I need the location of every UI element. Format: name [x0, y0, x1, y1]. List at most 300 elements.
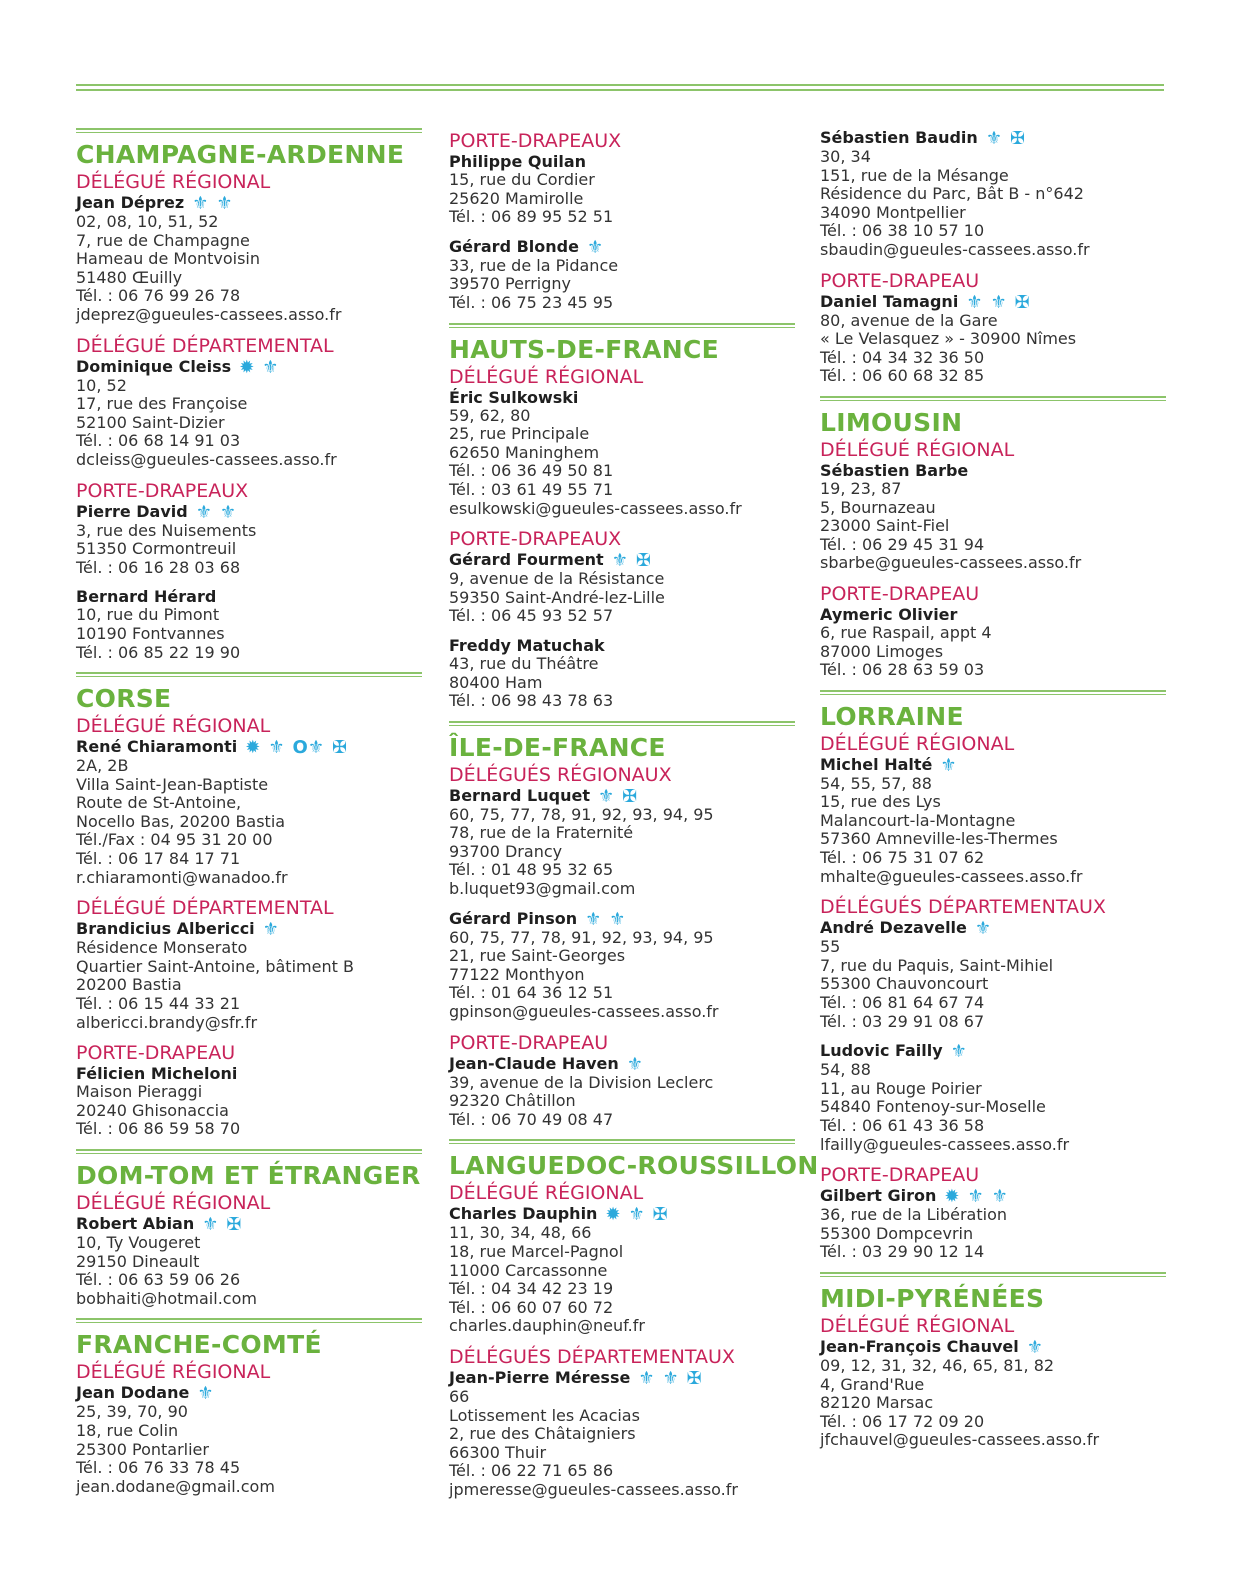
contact-line: 25, rue Principale	[449, 424, 590, 444]
region-title: MIDI-PYRÉNÉES	[820, 1283, 1045, 1313]
contact-line: 20240 Ghisonaccia	[76, 1100, 229, 1120]
contact-line: Tél. : 06 98 43 78 63	[449, 691, 614, 711]
medal-icon: ✹	[239, 356, 255, 378]
contact-line: Tél. : 03 61 49 55 71	[449, 479, 614, 499]
contact-line: Route de St-Antoine,	[76, 793, 242, 813]
region-rule	[76, 1318, 422, 1323]
contact-line: Tél. : 06 36 49 50 81	[449, 461, 614, 481]
contact-name	[449, 909, 795, 929]
contact-card	[449, 152, 795, 227]
contact-line: albericci.brandy@sfr.fr	[76, 1012, 258, 1032]
contact-line: 25620 Mamirolle	[449, 188, 584, 208]
medal-icon: ⚜	[966, 291, 983, 313]
contact-line: 62650 Maninghem	[449, 442, 600, 462]
role-heading: DÉLÉGUÉ RÉGIONAL	[449, 1182, 644, 1205]
contact-card	[76, 1383, 422, 1496]
contact-line: Tél. : 06 85 22 19 90	[76, 642, 241, 662]
region-section	[820, 1272, 1166, 1450]
contact-line: 60, 75, 77, 78, 91, 92, 93, 94, 95	[449, 804, 714, 824]
contact-line: dcleiss@gueules-cassees.asso.fr	[76, 449, 337, 469]
contact-line: Tél. : 06 45 93 52 57	[449, 606, 614, 626]
role-heading: PORTE-DRAPEAU	[449, 1031, 609, 1054]
contact-name	[449, 1368, 795, 1388]
contact-line: lfailly@gueules-cassees.asso.fr	[820, 1134, 1070, 1154]
contact-name-text: Jean Dodane	[76, 1383, 190, 1403]
medal-icon: ⚜	[985, 128, 1002, 149]
role-heading: PORTE-DRAPEAU	[820, 582, 980, 605]
medals-group	[1027, 1338, 1051, 1357]
contact-line: 55300 Dompcevrin	[820, 1223, 974, 1243]
contact-line: Tél. : 06 75 23 45 95	[449, 292, 614, 312]
role-heading: DÉLÉGUÉ RÉGIONAL	[820, 438, 1015, 461]
contact-name	[76, 1214, 422, 1234]
medal-icon: ⚜	[990, 291, 1007, 313]
contact-card	[449, 388, 795, 519]
role-heading: DÉLÉGUÉS RÉGIONAUX	[449, 763, 672, 786]
region-section	[76, 1149, 422, 1308]
contact-line: Nocello Bas, 20200 Bastia	[76, 811, 286, 831]
region-title: LORRAINE	[820, 701, 964, 731]
medal-icon: ✹	[245, 737, 261, 759]
medal-icon: ⚜	[585, 908, 602, 930]
contact-name	[820, 1337, 1166, 1357]
contact-name	[76, 1064, 422, 1083]
medals-group	[940, 756, 964, 775]
role-heading: DÉLÉGUÉ RÉGIONAL	[820, 1314, 1015, 1337]
contact-name-text: René Chiaramonti	[76, 737, 238, 757]
contact-line: esulkowski@gueules-cassees.asso.fr	[449, 498, 742, 518]
contact-line: 3, rue des Nuisements	[76, 520, 257, 540]
contact-name-text: Bernard Hérard	[76, 587, 217, 607]
region-rule	[449, 721, 795, 726]
contact-name	[820, 755, 1166, 775]
contact-name-text: Robert Abian	[76, 1214, 195, 1233]
contact-name	[76, 1383, 422, 1403]
contact-name-text: Daniel Tamagni	[820, 291, 959, 311]
contact-line: 23000 Saint-Fiel	[820, 516, 950, 536]
medal-icon: ⚜	[586, 236, 604, 258]
contact-name	[76, 193, 422, 213]
contact-line: Tél. : 06 38 10 57 10	[820, 221, 985, 241]
region-section	[449, 323, 795, 711]
region-title: DOM-TOM ET ÉTRANGER	[76, 1161, 421, 1190]
contact-line: 57360 Amneville-les-Thermes	[820, 829, 1058, 849]
medals-group	[605, 1205, 675, 1224]
contact-line: 82120 Marsac	[820, 1393, 934, 1413]
contact-line: 18, rue Marcel-Pagnol	[449, 1242, 624, 1261]
medal-icon: ⚜	[611, 550, 628, 572]
contact-line: charles.dauphin@neuf.fr	[449, 1316, 645, 1336]
contact-name	[449, 786, 795, 806]
medals-group	[196, 503, 244, 522]
contact-line: 25300 Pontarlier	[76, 1439, 209, 1459]
contact-line: 21, rue Saint-Georges	[449, 946, 626, 966]
contact-line: 52100 Saint-Dizier	[76, 412, 225, 432]
region-rule	[820, 1272, 1166, 1277]
contact-line: 10190 Fontvannes	[76, 623, 225, 643]
medal-icon: ⚜	[991, 1186, 1008, 1208]
contact-line: 80400 Ham	[449, 672, 543, 692]
region-section	[449, 721, 795, 1130]
contact-line: Tél. : 03 29 90 12 14	[820, 1242, 985, 1262]
contact-name-text: André Dezavelle	[820, 918, 967, 938]
contact-line: jean.dodane@gmail.com	[76, 1476, 275, 1496]
medal-icon: ⚜	[974, 918, 992, 940]
contact-name-text: Éric Sulkowski	[449, 387, 579, 407]
contact-line: 15, rue des Lys	[820, 792, 941, 812]
medal-icon: ⚜	[950, 1041, 967, 1063]
contact-line: mhalte@gueules-cassees.asso.fr	[820, 866, 1083, 886]
contact-line: 2A, 2B	[76, 756, 129, 776]
contact-line: 10, rue du Pimont	[76, 605, 220, 625]
contact-line: 20200 Bastia	[76, 975, 182, 995]
region-title: CORSE	[76, 684, 172, 714]
contact-name	[820, 1186, 1166, 1206]
contact-name-text: Gérard Fourment	[449, 550, 604, 570]
region-section	[76, 128, 422, 662]
contact-line: Résidence Monserato	[76, 938, 248, 958]
region-rule	[820, 396, 1166, 401]
medal-icon: ✠	[226, 1214, 242, 1235]
contact-name-text: Sébastien Barbe	[820, 460, 969, 480]
medals-group	[239, 358, 286, 377]
contact-name-text: Charles Dauphin	[449, 1204, 598, 1224]
contact-line: sbarbe@gueules-cassees.asso.fr	[820, 553, 1082, 573]
contact-card	[76, 737, 422, 887]
contact-line: Tél. : 06 76 99 26 78	[76, 286, 241, 306]
contact-card	[76, 193, 422, 325]
region-rule	[449, 1139, 795, 1144]
medal-icon: ✠	[622, 785, 638, 807]
contact-line: Tél. : 06 89 95 52 51	[449, 207, 614, 227]
contact-line: Tél. : 01 64 36 12 51	[449, 983, 614, 1003]
contact-card	[449, 636, 795, 711]
contact-card	[820, 605, 1166, 680]
contact-line: 66	[449, 1386, 470, 1406]
role-heading: DÉLÉGUÉ RÉGIONAL	[76, 715, 271, 738]
contact-name-text: Sébastien Baudin	[820, 128, 978, 147]
region-title: LANGUEDOC-ROUSSILLON	[449, 1151, 819, 1181]
region-title: HAUTS-DE-FRANCE	[449, 334, 719, 364]
role-heading: DÉLÉGUÉ DÉPARTEMENTAL	[76, 897, 334, 920]
contact-card	[449, 550, 795, 626]
contact-name	[820, 918, 1166, 938]
contact-line: jpmeresse@gueules-cassees.asso.fr	[449, 1479, 738, 1499]
contact-line: 51480 Œuilly	[76, 267, 183, 287]
contact-line: Villa Saint-Jean-Baptiste	[76, 774, 269, 794]
contact-name	[820, 1041, 1166, 1061]
medals-group	[975, 919, 999, 938]
contact-line: 09, 12, 31, 32, 46, 65, 81, 82	[820, 1355, 1055, 1375]
contact-line: 36, rue de la Libération	[820, 1205, 1007, 1225]
contact-line: Tél. : 06 22 71 65 86	[449, 1461, 614, 1481]
medals-group	[202, 1215, 249, 1234]
contact-card	[820, 1041, 1166, 1154]
medal-icon: ✠	[652, 1204, 668, 1226]
medals-group	[197, 1384, 221, 1403]
contact-name	[820, 292, 1166, 312]
contact-line: b.luquet93@gmail.com	[449, 879, 636, 899]
contact-name	[76, 737, 422, 757]
medal-icon: ⚜	[262, 919, 279, 941]
contact-line: 11, au Rouge Poirier	[820, 1078, 982, 1098]
contact-line: 43, rue du Théâtre	[449, 653, 599, 673]
role-heading: DÉLÉGUÉ DÉPARTEMENTAL	[76, 334, 334, 357]
role-heading: PORTE-DRAPEAU	[76, 1042, 236, 1065]
contact-line: « Le Velasquez » - 30900 Nîmes	[820, 329, 1077, 349]
contact-name-text: Pierre David	[76, 501, 188, 521]
contact-card	[76, 1214, 422, 1308]
region-rule	[820, 690, 1166, 695]
medal-icon: ✠	[635, 550, 651, 572]
contact-line: 29150 Dineault	[76, 1251, 200, 1271]
role-heading: DÉLÉGUÉ RÉGIONAL	[820, 732, 1015, 755]
medal-icon: ⚜	[638, 1367, 655, 1389]
contact-line: 15, rue du Cordier	[449, 170, 595, 189]
contact-line: 55	[820, 937, 841, 957]
contact-line: bobhaiti@hotmail.com	[76, 1288, 257, 1308]
contact-name	[449, 388, 795, 407]
contact-card	[820, 1186, 1166, 1262]
contact-line: Tél. : 06 75 31 07 62	[820, 848, 985, 868]
contact-line: Tél. : 06 29 45 31 94	[820, 534, 985, 554]
region-section	[449, 1139, 819, 1499]
medals-group	[986, 129, 1033, 148]
contact-line: 18, rue Colin	[76, 1420, 179, 1440]
contact-line: Tél. : 03 29 91 08 67	[820, 1011, 985, 1031]
contact-line: Tél. : 06 81 64 67 74	[820, 993, 985, 1013]
medals-group	[944, 1187, 1015, 1206]
contact-card	[820, 292, 1166, 386]
contact-line: Malancourt-la-Montagne	[820, 810, 1016, 830]
contact-line: 87000 Limoges	[820, 641, 944, 661]
contact-card	[449, 1368, 795, 1500]
contact-name-text: Aymeric Olivier	[820, 604, 958, 624]
contact-card	[76, 357, 422, 470]
role-heading: DÉLÉGUÉS DÉPARTEMENTAUX	[820, 896, 1106, 919]
region-section	[449, 130, 795, 313]
contact-card	[76, 919, 422, 1032]
contact-line: 19, 23, 87	[820, 478, 902, 498]
region-title: LIMOUSIN	[820, 407, 963, 437]
contact-line: 25, 39, 70, 90	[76, 1402, 188, 1422]
contact-line: Tél. : 04 34 32 36 50	[820, 347, 985, 367]
contact-card	[449, 1204, 795, 1336]
contact-card	[820, 918, 1166, 1031]
medal-icon: ⚜	[197, 1383, 214, 1405]
medal-icon: ✠	[686, 1367, 702, 1389]
contact-name-text: Philippe Quilan	[449, 152, 587, 171]
contact-line: 17, rue des Françoise	[76, 394, 248, 414]
contact-line: Tél. : 04 34 42 23 19	[449, 1279, 614, 1299]
contact-line: Tél. : 06 60 68 32 85	[820, 366, 985, 386]
contact-line: jdeprez@gueules-cassees.asso.fr	[76, 304, 342, 324]
medal-icon: ⚜	[626, 1053, 643, 1075]
contact-line: sbaudin@gueules-cassees.asso.fr	[820, 239, 1090, 259]
contact-line: Résidence du Parc, Bât B - n°642	[820, 184, 1084, 204]
region-title: ÎLE-DE-FRANCE	[449, 732, 666, 762]
contact-line: 34090 Montpellier	[820, 202, 966, 222]
contact-card	[449, 909, 795, 1022]
contact-card	[820, 128, 1166, 260]
medals-group	[587, 238, 611, 257]
region-rule	[76, 672, 422, 677]
medal-icon: ⚜	[202, 1214, 219, 1235]
contact-line: Tél./Fax : 04 95 31 20 00	[76, 830, 273, 850]
medal-icon: ⚜	[219, 501, 236, 523]
role-heading: PORTE-DRAPEAUX	[449, 528, 622, 551]
region-rule	[76, 1149, 422, 1154]
contact-line: Tél. : 06 61 43 36 58	[820, 1116, 985, 1135]
contact-line: 30, 34	[820, 147, 871, 166]
contact-name-text: Freddy Matuchak	[449, 635, 605, 655]
contact-card	[820, 755, 1166, 887]
medals-group	[263, 920, 287, 939]
column-1	[76, 128, 422, 1506]
role-heading: PORTE-DRAPEAUX	[76, 479, 249, 502]
contact-name	[820, 461, 1166, 480]
contact-line: Tél. : 06 63 59 06 26	[76, 1270, 241, 1290]
role-heading: DÉLÉGUÉ RÉGIONAL	[449, 365, 644, 388]
contact-name-text: Jean-François Chauvel	[820, 1336, 1019, 1356]
contact-line: 9, avenue de la Résistance	[449, 569, 665, 589]
contact-line: 66300 Thuir	[449, 1442, 547, 1462]
contact-line: 93700 Drancy	[449, 841, 563, 861]
contact-name	[449, 1054, 795, 1074]
medals-group	[627, 1055, 651, 1074]
contact-line: 33, rue de la Pidance	[449, 255, 619, 275]
contact-line: 6, rue Raspail, appt 4	[820, 622, 992, 642]
contact-card	[820, 1337, 1166, 1450]
contact-line: Tél. : 06 76 33 78 45	[76, 1458, 241, 1478]
contact-line: 51350 Cormontreuil	[76, 539, 237, 559]
contact-line: 39570 Perrigny	[449, 274, 571, 294]
contact-name-text: Jean-Pierre Méresse	[449, 1367, 631, 1387]
contact-card	[76, 587, 422, 662]
role-heading: PORTE-DRAPEAUX	[449, 130, 622, 152]
top-rule	[76, 84, 1164, 91]
medal-icon: ⚜	[262, 356, 279, 378]
medal-icon: ⚜	[216, 193, 233, 214]
contact-line: Tél. : 06 70 49 08 47	[449, 1109, 614, 1129]
medal-icon: ⚜	[597, 785, 615, 807]
medals-group	[585, 910, 633, 929]
contact-line: 77122 Monthyon	[449, 964, 585, 984]
contact-name-text: Brandicius Albericci	[76, 919, 255, 939]
region-title: CHAMPAGNE-ARDENNE	[76, 140, 405, 169]
contact-line: 5, Bournazeau	[820, 497, 936, 517]
contact-name	[820, 128, 1166, 148]
role-heading: DÉLÉGUÉ RÉGIONAL	[76, 171, 271, 193]
contact-line: Quartier Saint-Antoine, bâtiment B	[76, 956, 354, 976]
medal-icon: ✹	[605, 1204, 621, 1226]
region-section	[76, 1318, 422, 1496]
contact-name-text: Gérard Pinson	[449, 908, 578, 928]
contact-line: 54840 Fontenoy-sur-Moselle	[820, 1097, 1046, 1117]
medal-icon: ⚜	[967, 1186, 984, 1208]
medal-icon: ⚜	[268, 737, 285, 759]
contact-line: 59, 62, 80	[449, 405, 531, 425]
contact-name	[449, 636, 795, 655]
contact-name	[820, 605, 1166, 624]
region-section	[820, 128, 1166, 386]
medals-group	[612, 551, 659, 570]
contact-line: Tél. : 06 28 63 59 03	[820, 660, 985, 680]
role-heading: PORTE-DRAPEAU	[820, 269, 980, 292]
medal-icon: ⚜	[195, 501, 212, 523]
contact-name-text: Michel Halté	[820, 754, 933, 774]
medal-icon: O⚜	[292, 737, 324, 759]
role-heading: DÉLÉGUÉS DÉPARTEMENTAUX	[449, 1345, 735, 1368]
contact-name	[76, 919, 422, 939]
contact-line: 39, avenue de la Division Leclerc	[449, 1072, 714, 1092]
contact-line: 92320 Châtillon	[449, 1091, 576, 1111]
contact-name	[76, 357, 422, 377]
region-rule	[76, 128, 422, 133]
role-heading: PORTE-DRAPEAU	[820, 1164, 980, 1187]
medal-icon: ⚜	[609, 908, 626, 930]
contact-line: Tél. : 06 17 72 09 20	[820, 1411, 985, 1431]
contact-name-text: Dominique Cleiss	[76, 356, 232, 376]
contact-name-text: Jean-Claude Haven	[449, 1053, 619, 1073]
contact-line: 78, rue de la Fraternité	[449, 823, 634, 843]
medal-icon: ⚜	[628, 1204, 645, 1226]
medals-group	[638, 1369, 709, 1388]
region-section	[820, 396, 1166, 680]
contact-line: r.chiaramonti@wanadoo.fr	[76, 867, 288, 887]
contact-name-text: Ludovic Failly	[820, 1041, 943, 1061]
contact-name-text: Jean Déprez	[76, 193, 185, 212]
medal-icon: ⚜	[662, 1367, 679, 1389]
contact-line: 54, 55, 57, 88	[820, 773, 932, 793]
contact-line: Maison Pieraggi	[76, 1082, 203, 1102]
contact-line: 2, rue des Châtaigniers	[449, 1424, 636, 1444]
contact-line: 10, Ty Vougeret	[76, 1233, 201, 1252]
contact-line: 7, rue de Champagne	[76, 230, 250, 250]
contact-card	[76, 1064, 422, 1139]
contact-name	[449, 1204, 795, 1224]
medals-group	[245, 738, 355, 757]
contact-line: Hameau de Montvoisin	[76, 249, 261, 269]
column-2	[449, 128, 819, 1510]
contact-name	[449, 237, 795, 257]
contact-line: gpinson@gueules-cassees.asso.fr	[449, 1002, 719, 1022]
medal-icon: ⚜	[1026, 1336, 1043, 1358]
contact-card	[76, 502, 422, 578]
contact-line: Tél. : 06 60 07 60 72	[449, 1297, 614, 1317]
contact-line: Lotissement les Acacias	[449, 1405, 640, 1425]
contact-line: 02, 08, 10, 51, 52	[76, 212, 219, 231]
medals-group	[598, 787, 645, 806]
contact-card	[449, 1054, 795, 1130]
medal-icon: ✠	[1014, 291, 1030, 313]
contact-line: Tél. : 06 15 44 33 21	[76, 994, 241, 1014]
contact-line: 55300 Chauvoncourt	[820, 974, 989, 994]
medals-group	[966, 293, 1037, 312]
medals-group	[951, 1042, 975, 1061]
contact-line: 11000 Carcassonne	[449, 1260, 608, 1280]
contact-line: 59350 Saint-André-lez-Lille	[449, 587, 665, 607]
contact-line: Tél. : 01 48 95 32 65	[449, 860, 614, 880]
region-section	[76, 672, 422, 1139]
contact-card	[449, 237, 795, 313]
medal-icon: ✠	[1009, 128, 1026, 149]
contact-line: 4, Grand'Rue	[820, 1374, 925, 1394]
contact-line: 11, 30, 34, 48, 66	[449, 1223, 592, 1243]
contact-line: Tél. : 06 68 14 91 03	[76, 431, 241, 451]
contact-line: jfchauvel@gueules-cassees.asso.fr	[820, 1430, 1100, 1450]
contact-name-text: Félicien Micheloni	[76, 1064, 238, 1084]
